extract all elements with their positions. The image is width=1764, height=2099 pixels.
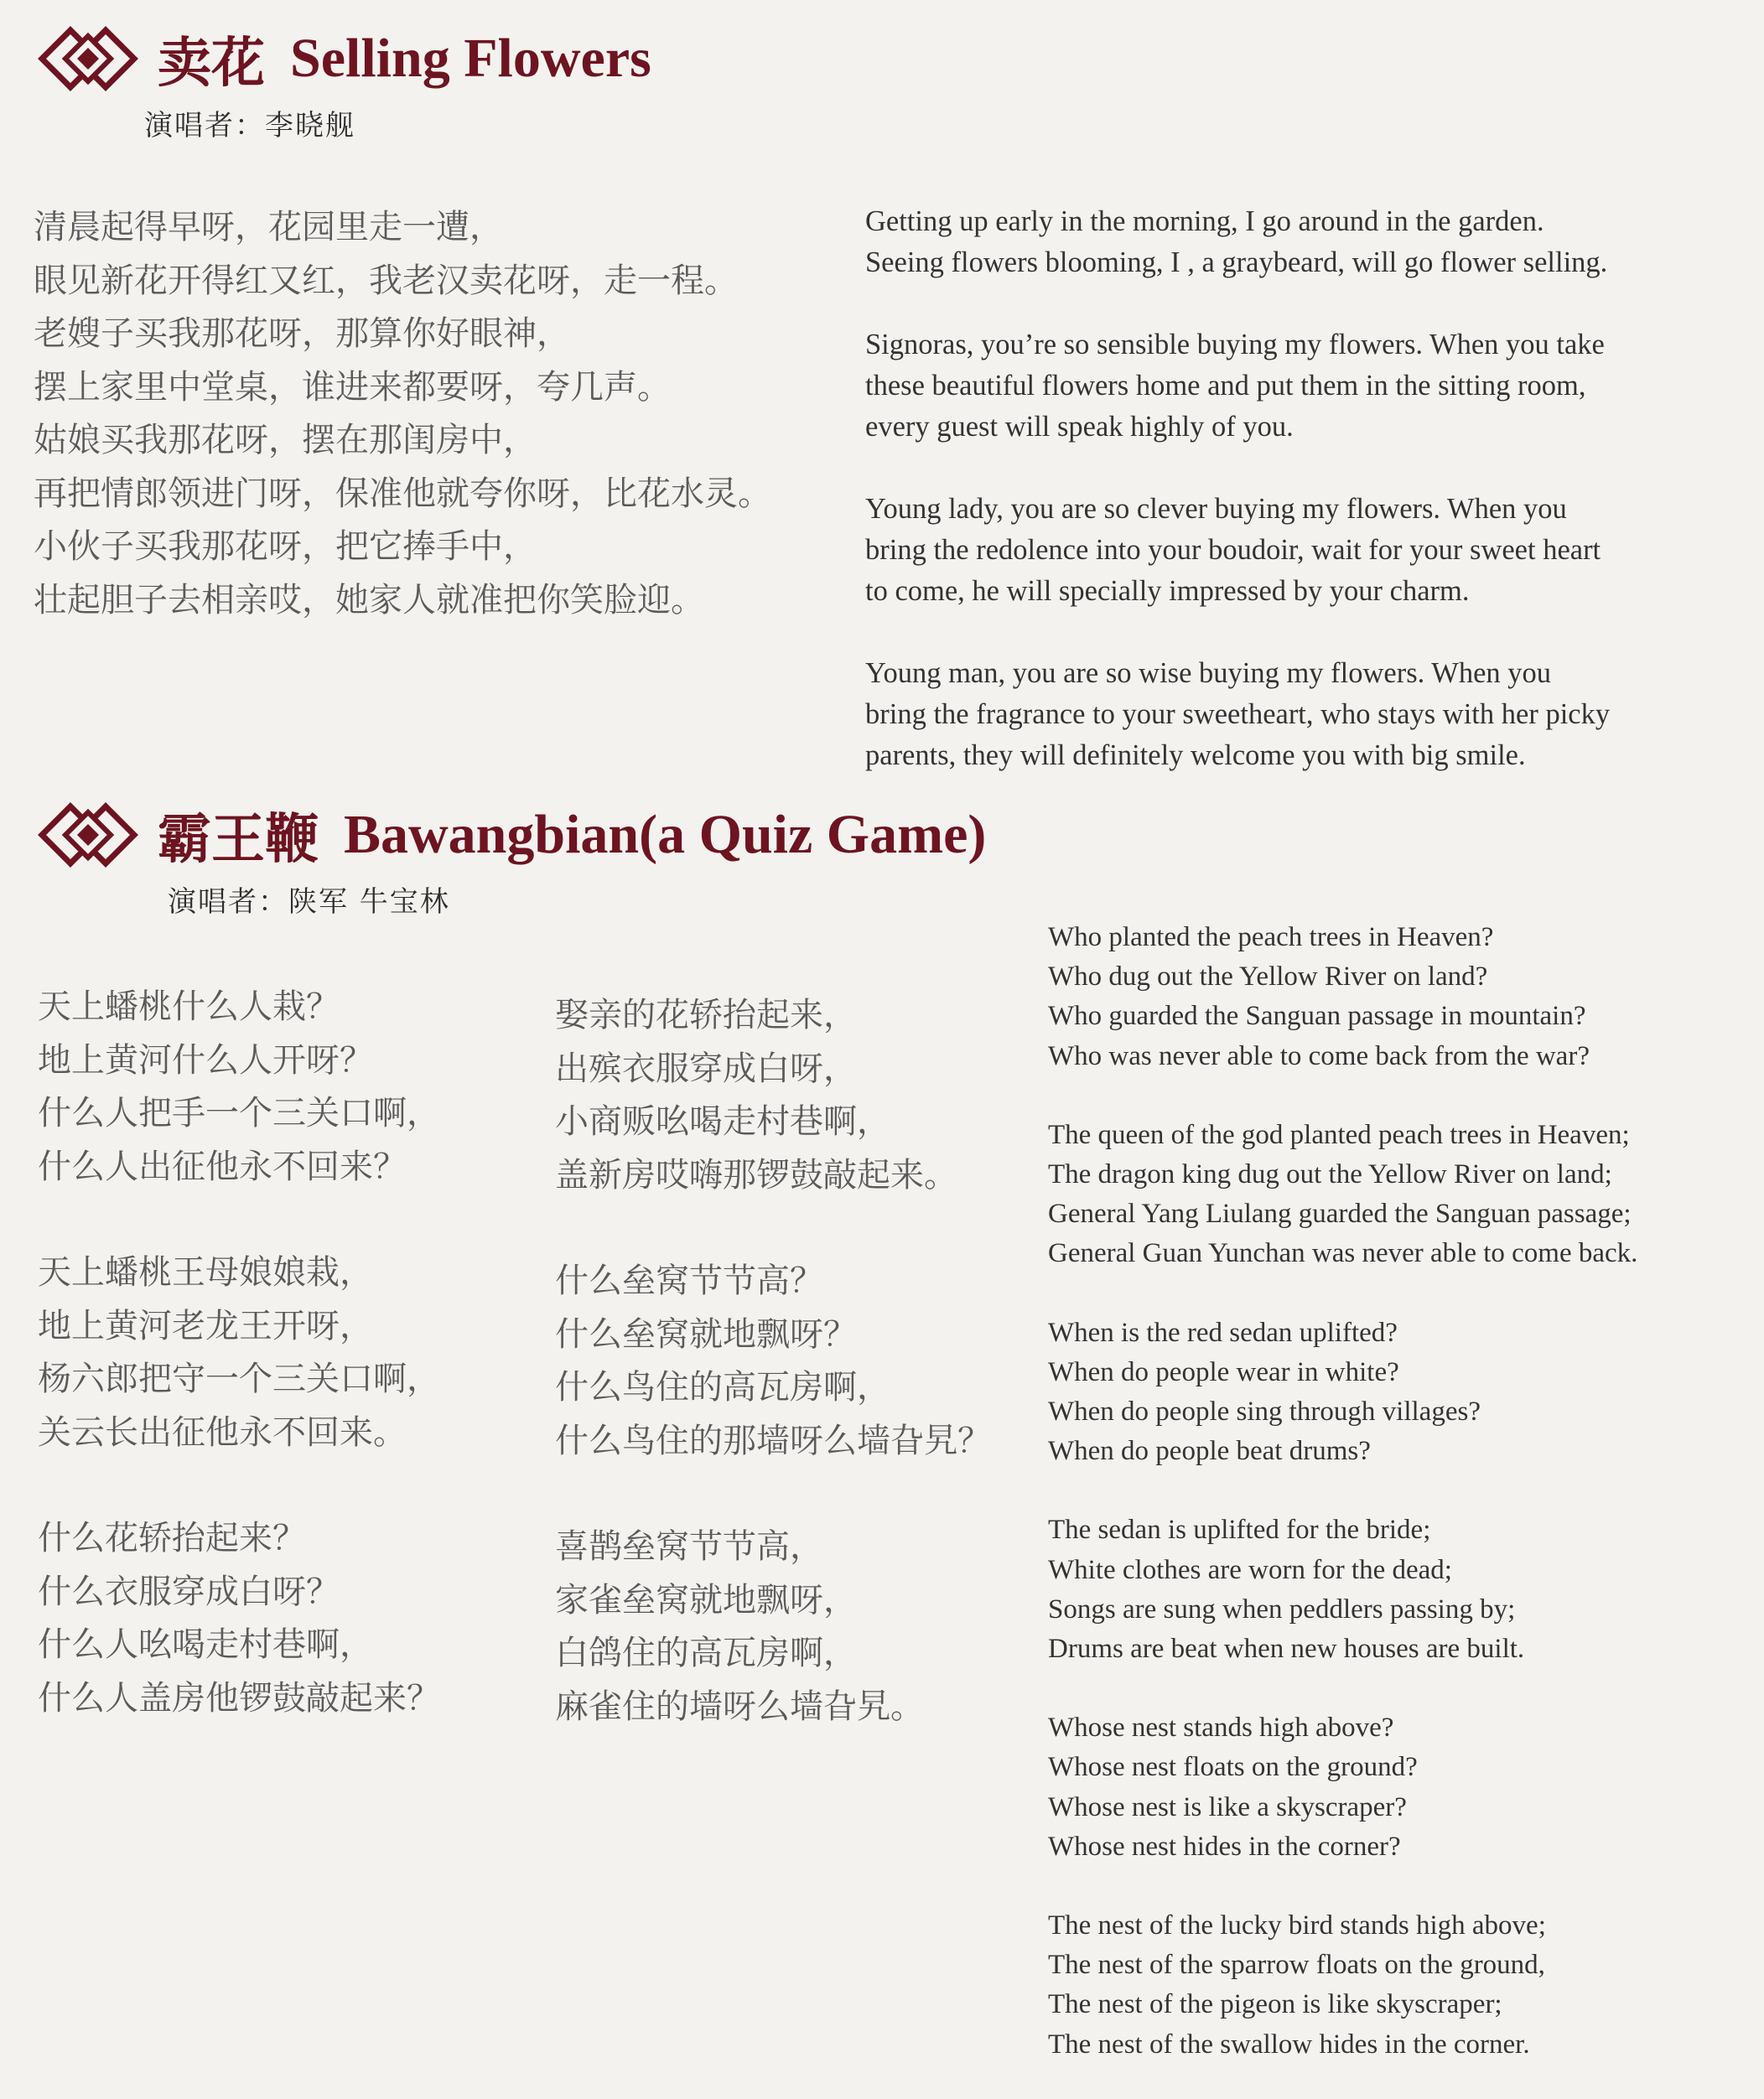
translation-line: Who dug out the Yellow River on land? [1048, 961, 1488, 992]
section2-english-translation [1048, 918, 1637, 2065]
lyric-line: 再把情郎领进门呀，保准他就夸你呀，比花水灵。 [34, 474, 771, 513]
lyric-line: 白鸽住的高瓦房啊， [555, 1634, 857, 1672]
translation-paragraph [1048, 1511, 1637, 1669]
translation-line: When do people sing through villages? [1048, 1397, 1481, 1428]
lyric-stanza [38, 1246, 440, 1459]
lyric-line: 什么垒窝节节高？ [555, 1262, 823, 1300]
translation-line: these beautiful flowers home and put them in the sitting room, [865, 370, 1586, 402]
translation-line: When is the red sedan uplifted? [1048, 1317, 1398, 1348]
translation-line: Drums are beat when new houses are built. [1048, 1634, 1525, 1665]
translation-line: The dragon king dug out the Yellow River on land; [1048, 1159, 1612, 1190]
translation-paragraph [865, 324, 1610, 448]
translation-line: The nest of the swallow hides in the corner. [1048, 2029, 1530, 2060]
lyric-line: 麻雀住的墙呀么墙旮旯。 [555, 1687, 924, 1726]
section1-header [34, 20, 651, 97]
translation-line: Who guarded the Sanguan passage in mountain? [1048, 1001, 1586, 1032]
lyric-line: 摆上家里中堂桌，谁进来都要呀，夸几声。 [34, 367, 671, 407]
section1-english-translation [865, 201, 1610, 776]
translation-line: parents, they will definitely welcome you with big smile. [865, 739, 1526, 771]
translation-line: bring the redolence into your boudoir, wait for your sweet heart [865, 534, 1601, 566]
translation-paragraph [865, 201, 1610, 283]
section1-chinese-lyrics [34, 201, 771, 627]
lyric-line: 什么花轿抬起来？ [38, 1519, 306, 1557]
translation-line: Whose nest stands high above? [1048, 1713, 1394, 1744]
translation-paragraph [1048, 918, 1637, 1076]
section2-singer: 演唱者：陕军 牛宝林 [168, 885, 450, 919]
lyric-stanza [555, 989, 991, 1202]
section2-chinese-column-1 [38, 981, 440, 1725]
translation-line: Young man, you are so wise buying my flowers. When you [865, 657, 1552, 689]
lyric-line: 小商贩吆喝走村巷啊， [555, 1102, 890, 1141]
translation-line: Whose nest is like a skyscraper? [1048, 1791, 1407, 1822]
lyric-line: 喜鹊垒窝节节高， [555, 1527, 823, 1566]
lyric-line: 壮起胆子去相亲哎，她家人就准把你笑脸迎。 [34, 580, 704, 619]
translation-paragraph [1048, 1314, 1637, 1472]
translation-line: The queen of the god planted peach trees in Heaven; [1048, 1119, 1630, 1150]
translation-line: The nest of the lucky bird stands high above; [1048, 1910, 1546, 1941]
lyric-stanza [38, 1512, 440, 1725]
section2-chinese-column-2 [555, 989, 991, 1734]
lyric-line: 什么衣服穿成白呀？ [38, 1572, 340, 1611]
translation-paragraph [1048, 1906, 1637, 2065]
translation-line: to come, he will specially impressed by your charm. [865, 575, 1470, 607]
section1-title-zh: 卖花 [158, 32, 265, 95]
translation-line: The nest of the sparrow floats on the ground, [1048, 1950, 1545, 1981]
lyric-line: 地上黄河老龙王开呀， [38, 1306, 373, 1345]
translation-line: Who was never able to come back from the war? [1048, 1040, 1590, 1071]
translation-line: The sedan is uplifted for the bride; [1048, 1515, 1431, 1546]
lyric-line: 地上黄河什么人开呀？ [38, 1040, 373, 1080]
translation-paragraph [865, 489, 1610, 612]
translation-line: Young lady, you are so clever buying my flowers. When you [865, 493, 1567, 525]
translation-line: When do people beat drums? [1048, 1436, 1371, 1467]
translation-line: When do people wear in white? [1048, 1356, 1399, 1387]
lyric-line: 什么人盖房他锣鼓敲起来？ [38, 1678, 440, 1718]
section2-header [34, 796, 986, 873]
translation-paragraph [1048, 1116, 1637, 1274]
translation-line: General Guan Yunchan was never able to come back. [1048, 1238, 1638, 1269]
section1-singer: 演唱者：李晓舰 [144, 109, 355, 143]
lyric-stanza [555, 1255, 991, 1468]
lyric-line: 家雀垒窝就地飘呀， [555, 1580, 857, 1620]
translation-line: Seeing flowers blooming, I , a graybeard, will go flower selling. [865, 246, 1608, 278]
translation-line: Getting up early in the morning, I go around in the garden. [865, 205, 1544, 237]
lyric-line: 什么鸟住的那墙呀么墙旮旯？ [555, 1421, 991, 1460]
lyric-stanza [38, 981, 440, 1194]
lyric-line: 什么垒窝就地飘呀？ [555, 1314, 857, 1354]
lyric-line: 天上蟠桃王母娘娘栽， [38, 1253, 373, 1292]
lyric-stanza [555, 1521, 991, 1734]
lyric-line: 清晨起得早呀，花园里走一遭， [34, 208, 503, 246]
lyric-line: 什么人出征他永不回来？ [38, 1147, 407, 1186]
translation-line: General Yang Liulang guarded the Sanguan passage; [1048, 1199, 1632, 1230]
translation-line: Whose nest floats on the ground? [1048, 1752, 1418, 1783]
lyric-line: 关云长出征他永不回来。 [38, 1412, 407, 1452]
lyric-line: 姑娘买我那花呀，摆在那闺房中， [34, 421, 537, 459]
diamond-emblem-icon [34, 798, 143, 872]
translation-line: Whose nest hides in the corner? [1048, 1831, 1401, 1862]
lyric-line: 盖新房哎嗨那锣鼓敲起来。 [555, 1155, 957, 1195]
lyric-line: 小伙子买我那花呀，把它捧手中， [34, 527, 537, 566]
translation-line: Songs are sung when peddlers passing by; [1048, 1594, 1516, 1625]
lyric-line: 什么人把手一个三关口啊， [38, 1094, 440, 1132]
diamond-emblem-icon [34, 22, 143, 96]
lyric-line: 杨六郎把守一个三关口啊， [38, 1360, 440, 1398]
lyric-line: 天上蟠桃什么人栽？ [38, 987, 340, 1026]
lyric-line: 什么鸟住的高瓦房啊， [555, 1368, 890, 1407]
lyric-line: 什么人吆喝走村巷啊， [38, 1625, 373, 1664]
lyric-line: 出殡衣服穿成白呀， [555, 1049, 857, 1088]
lyric-line: 眼见新花开得红又红，我老汉卖花呀，走一程。 [34, 261, 738, 300]
translation-line: Signoras, you’re so sensible buying my flowers. When you take [865, 329, 1605, 360]
translation-line: White clothes are worn for the dead; [1048, 1554, 1452, 1585]
translation-line: The nest of the pigeon is like skyscraper; [1048, 1989, 1502, 2020]
translation-paragraph [865, 653, 1610, 776]
lyric-line: 老嫂子买我那花呀，那算你好眼神， [34, 314, 570, 353]
translation-line: every guest will speak highly of you. [865, 411, 1294, 443]
translation-paragraph [1048, 1708, 1637, 1867]
translation-line: bring the fragrance to your sweetheart, who stays with her picky [865, 698, 1611, 730]
translation-line: Who planted the peach trees in Heaven? [1048, 922, 1494, 952]
section1-title-en: Selling Flowers [290, 28, 651, 89]
section2-title-zh: 霸王鞭 [158, 808, 319, 871]
section2-title-en: Bawangbian(a Quiz Game) [344, 804, 987, 865]
lyric-line: 娶亲的花轿抬起来， [555, 996, 857, 1034]
